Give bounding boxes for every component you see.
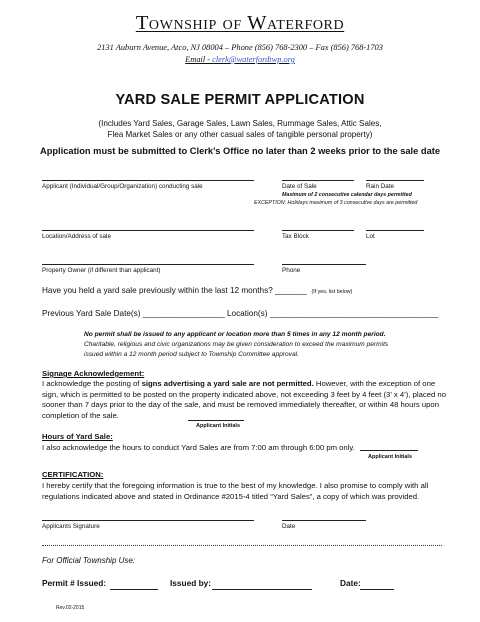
lot-line[interactable]: [366, 230, 424, 231]
permit-notice: [84, 330, 454, 360]
revision-label: Rev.02-2015: [56, 605, 85, 611]
signage-heading: Signage Acknowledgement:: [42, 369, 145, 378]
signage-text-before: I acknowledge the posting of: [42, 379, 142, 388]
signage-text-bold: signs advertising a yard sale are not permitted.: [141, 379, 314, 388]
date-of-sale-label: Date of Sale: [282, 183, 317, 190]
hours-initials-label: Applicant Initials: [368, 454, 413, 460]
signature-line[interactable]: [42, 520, 254, 521]
tax-block-label: Tax Block: [282, 233, 309, 240]
if-yes-note: (If yes, list below): [311, 289, 353, 295]
permit-issued-label: Permit # Issued:: [42, 578, 107, 588]
township-title: Township of Waterford: [135, 12, 345, 34]
includes-line-2: Flea Market Sales or any other casual sales of tangible personal property): [107, 129, 373, 139]
form-heading: YARD SALE PERMIT APPLICATION: [115, 92, 365, 108]
rain-date-label: Rain Date: [366, 183, 395, 190]
township-email: [0, 55, 480, 64]
signage-initials-line[interactable]: [188, 420, 244, 421]
includes-note: [0, 119, 480, 140]
hours-heading: Hours of Yard Sale:: [42, 432, 113, 441]
lot-label: Lot: [366, 233, 375, 240]
date-of-sale-line[interactable]: [282, 180, 354, 181]
tax-block-line[interactable]: [282, 230, 354, 231]
issued-by-line[interactable]: [212, 589, 312, 590]
issued-by-label: Issued by:: [170, 578, 212, 588]
phone-label: Phone: [282, 267, 301, 274]
previous-dates-field[interactable]: Previous Yard Sale Date(s) __________________ Location(s) _____________________________________: [42, 309, 439, 318]
certification-date-line[interactable]: [282, 520, 366, 521]
signage-text: [42, 379, 450, 421]
previous-sale-question: [42, 286, 352, 295]
notice-bold: No permit shall be issued to any applicant or location more than 5 times in any 12 month period.: [84, 331, 386, 338]
notice-line-2: Charitable, religious and civic organizations may be given consideration to exceed the maximum permits: [84, 341, 389, 348]
hours-initials-line[interactable]: [360, 450, 418, 451]
email-link[interactable]: clerk@waterfordtwp.org: [212, 55, 295, 64]
official-date-line[interactable]: [360, 589, 394, 590]
signage-text-after: However, with the exception of one sign, which is permitted to be posted on the property indicated above, not exceeding 3 feet by 4 feet (3’ x 4’), placed no sooner than 7 days prior to the day of the sale, and must be removed immediately thereafter, or within 48 hours upon completion of the sale.: [42, 379, 446, 420]
hours-text: I also acknowledge the hours to conduct Yard Sales are from 7:00 am through 6:00 pm only.: [42, 443, 355, 452]
official-use-heading: For Official Township Use:: [42, 556, 136, 565]
exception-note: EXCEPTION: Holidays maximum of 3 consecutive days are permitted: [254, 200, 418, 206]
phone-line[interactable]: [282, 264, 366, 265]
certification-date-label: Date: [282, 523, 296, 530]
owner-line[interactable]: [42, 264, 254, 265]
owner-label: Property Owner (if different than applicant): [42, 267, 161, 274]
certification-text: I hereby certify that the foregoing information is true to the best of my knowledge. I also promise to comply with all regulations indicated above and stated in Ordinance #2015-4 titled “Yard Sales”, a copy of which was provided.: [42, 481, 429, 501]
certification-heading: CERTIFICATION:: [42, 470, 104, 479]
notice-line-3: issued within a 12 month period subject to Township Committee approval.: [84, 351, 299, 358]
official-date-label: Date:: [340, 578, 361, 588]
applicant-line[interactable]: [42, 180, 254, 181]
location-line[interactable]: [42, 230, 254, 231]
email-label: Email -: [185, 55, 213, 64]
previous-sale-text: Have you held a yard sale previously within the last 12 months? _______: [42, 286, 307, 295]
deadline-note: Application must be submitted to Clerk’s Office no later than 2 weeks prior to the sale date: [39, 146, 441, 156]
signature-label: Applicants Signature: [42, 523, 100, 530]
permit-issued-line[interactable]: [110, 589, 158, 590]
applicant-label: Applicant (Individual/Group/Organization) conducting sale: [42, 183, 203, 190]
max-days-note: Maximum of 2 consecutive calendar days permitted: [282, 192, 412, 198]
includes-line-1: (Includes Yard Sales, Garage Sales, Lawn Sales, Rummage Sales, Attic Sales,: [98, 119, 382, 128]
location-label: Location/Address of sale: [42, 233, 111, 240]
signage-initials-label: Applicant Initials: [196, 423, 241, 429]
township-address: 2131 Auburn Avenue, Atco, NJ 08004 – Phone (856) 768-2300 – Fax (856) 768-1703: [97, 43, 383, 52]
separator: [42, 545, 442, 546]
rain-date-line[interactable]: [366, 180, 424, 181]
